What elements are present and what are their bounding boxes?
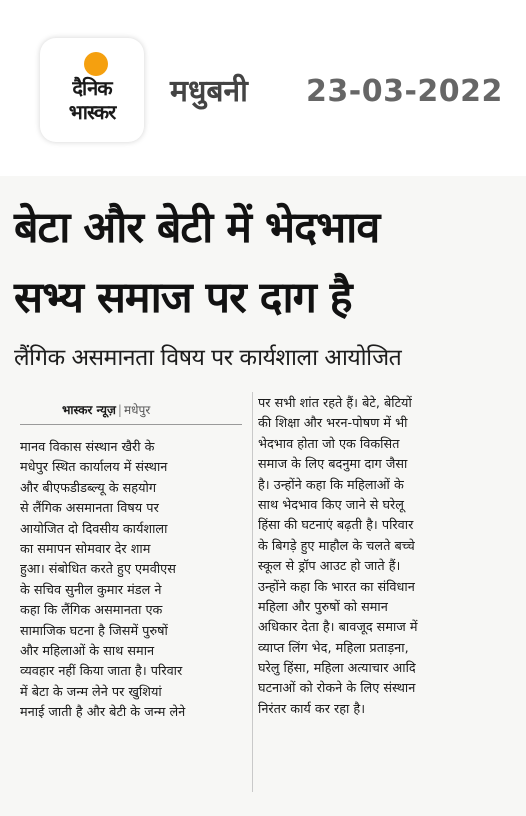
byline-separator: | (117, 403, 122, 417)
logo-sun-icon (84, 52, 108, 76)
edition-date: 23-03-2022 (306, 74, 503, 109)
body-line: साथ भेदभाव किए जाने से घरेलू (258, 497, 404, 513)
dainik-bhaskar-logo (40, 38, 144, 142)
body-line: आयोजित दो दिवसीय कार्यशाला (20, 521, 168, 537)
article-column-right (258, 394, 496, 720)
body-line: में बेटा के जन्म लेने पर खुशियां (20, 684, 162, 700)
body-line: घटनाओं को रोकने के लिए संस्थान (258, 681, 416, 697)
body-line: महिला और पुरुषों को समान (258, 599, 388, 615)
column-divider (252, 392, 253, 792)
byline (62, 398, 150, 422)
body-line: से लैंगिक असमानता विषय पर (20, 501, 159, 517)
body-line: के सचिव सुनील कुमार मंडल ने (20, 582, 162, 598)
body-line: समाज के लिए बदनुमा दाग जैसा (258, 457, 408, 473)
body-line: भेदभाव होता जो एक विकसित (258, 436, 400, 452)
body-line: हुआ। संबोधित करते हुए एमवीएस (20, 562, 176, 578)
body-line: के बिगड़े हुए माहौल के चलते बच्चे (258, 538, 415, 554)
body-line: व्याप्त लिंग भेद, महिला प्रताड़ना, (258, 640, 409, 656)
body-line: व्यवहार नहीं किया जाता है। परिवार (20, 664, 183, 680)
headline-line-2: सभ्य समाज पर दाग है (14, 273, 352, 323)
body-line: मनाई जाती है और बेटी के जन्म लेने (20, 705, 186, 721)
body-line: कहा कि लैंगिक असमानता एक (20, 603, 163, 619)
body-line: सामाजिक घटना है जिसमें पुरुषों (20, 623, 168, 639)
body-line: और बीएफडीडब्ल्यू के सहयोग (20, 480, 157, 496)
body-line: और महिलाओं के साथ समान (20, 643, 155, 659)
body-line: मानव विकास संस्थान खैरी के (20, 440, 155, 455)
byline-location: मधेपुर (123, 403, 151, 417)
body-line: मधेपुर स्थित कार्यालय में संस्थान (20, 460, 168, 476)
masthead-header (0, 0, 526, 176)
body-line: पर सभी शांत रहते हैं। बेटे, बेटियों (258, 396, 412, 411)
body-line: स्कूल से ड्रॉप आउट हो जाते हैं। (258, 559, 401, 575)
body-line: निरंतर कार्य कर रहा है। (258, 701, 366, 717)
article-column-left (20, 438, 246, 723)
byline-rule (20, 424, 242, 425)
body-line: की शिक्षा और भरन-पोषण में भी (258, 416, 408, 432)
edition-place: मधुबनी (170, 74, 248, 109)
byline-source: भास्कर न्यूज़ (62, 403, 116, 417)
body-line: घरेलु हिंसा, महिला अत्याचार आदि (258, 661, 416, 677)
body-line: अधिकार देता है। बावजूद समाज में (258, 620, 418, 636)
subheadline: लैंगिक असमानता विषय पर कार्यशाला आयोजित (14, 345, 402, 371)
body-line: का समापन सोमवार देर शाम (20, 541, 151, 557)
body-line: उन्होंने कहा कि भारत का संविधान (258, 579, 415, 595)
body-line: है। उन्होंने कहा कि महिलाओं के (258, 477, 404, 493)
logo-line-1: दैनिक (72, 76, 112, 100)
body-line: हिंसा की घटनाएं बढ़ती है। परिवार (258, 518, 414, 534)
headline-line-1: बेटा और बेटी में भेदभाव (14, 203, 380, 253)
logo-line-2: भास्कर (68, 100, 116, 124)
